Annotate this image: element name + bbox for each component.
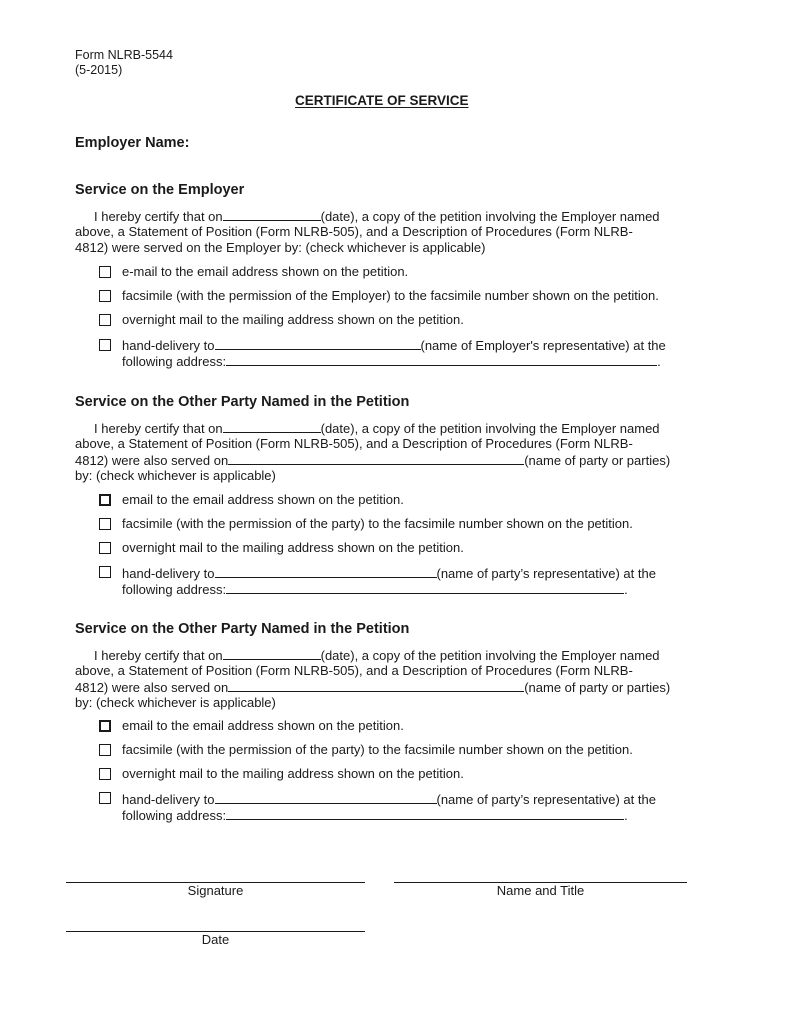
served-on-label-cont: (name of party or parties) [524,453,671,468]
certify-line-3: 4812) were served on the Employer by: (check whichever is applicable) [75,240,486,255]
email-checkbox[interactable] [99,720,111,732]
party-name-blank-field[interactable] [228,679,524,692]
certify-text: I hereby certify that on [94,209,223,224]
address-blank-field[interactable] [226,807,624,820]
date-blank-field[interactable] [223,208,321,221]
period: . [657,354,661,369]
representative-name-blank[interactable] [215,565,437,578]
name-title-label: Name and Title [496,883,585,898]
fax-checkbox[interactable] [99,744,111,756]
address-label: following address: [122,354,227,369]
hand-delivery-checkbox[interactable] [99,339,111,351]
address-line [122,353,661,369]
fax-checkbox[interactable] [99,518,111,530]
period: . [624,808,628,823]
certify-text-cont: (date), a copy of the petition involving the Employer named [320,209,660,224]
date-blank-field[interactable] [223,420,321,433]
address-label: following address: [122,582,227,597]
form-revision: (5-2015) [75,63,123,77]
hand-delivery-label: hand-delivery to [122,792,215,807]
section-heading-other-party-1: Service on the Other Party Named in the Petition [75,394,410,410]
section-heading-other-party-2: Service on the Other Party Named in the Petition [75,621,410,637]
address-line [122,807,628,823]
address-label: following address: [122,808,227,823]
date-label: Date [201,932,230,947]
representative-name-blank[interactable] [215,337,421,350]
email-option-label: email to the email address shown on the petition. [122,492,404,507]
overnight-mail-option-label: overnight mail to the mailing address shown on the petition. [122,766,464,781]
employer-name-label: Employer Name: [75,135,190,151]
overnight-mail-option-label: overnight mail to the mailing address shown on the petition. [122,312,464,327]
email-checkbox[interactable] [99,266,111,278]
hand-delivery-label: hand-delivery to [122,566,215,581]
overnight-mail-checkbox[interactable] [99,314,111,326]
hand-delivery-line [122,565,656,581]
hand-delivery-label-cont: (name of party’s representative) at the [436,566,656,581]
hand-delivery-checkbox[interactable] [99,792,111,804]
overnight-mail-checkbox[interactable] [99,542,111,554]
hand-delivery-checkbox[interactable] [99,566,111,578]
certify-line-2: above, a Statement of Position (Form NLRB-505), and a Description of Procedures (Form NLRB- [75,663,633,678]
date-blank-field[interactable] [223,647,321,660]
certify-text-cont: (date), a copy of the petition involving the Employer named [320,421,660,436]
period: . [624,582,628,597]
hand-delivery-line [122,791,656,807]
fax-option-label: facsimile (with the permission of the party) to the facsimile number shown on the petition. [122,516,633,531]
section-heading-employer: Service on the Employer [75,182,245,198]
certify-line-3 [75,452,670,469]
address-blank-field[interactable] [226,581,624,594]
certify-text: I hereby certify that on [94,648,223,663]
certify-text: I hereby certify that on [94,421,223,436]
served-on-label: 4812) were also served on [75,453,229,468]
address-line [122,581,628,597]
served-on-label: 4812) were also served on [75,680,229,695]
fax-checkbox[interactable] [99,290,111,302]
certify-text-cont: (date), a copy of the petition involving the Employer named [320,648,660,663]
address-blank-field[interactable] [226,353,657,366]
certify-line-1 [94,420,660,437]
hand-delivery-label-cont: (name of party’s representative) at the [436,792,656,807]
email-checkbox[interactable] [99,494,111,506]
page-title [295,93,469,108]
page-title-text: CERTIFICATE OF SERVICE [295,93,469,108]
overnight-mail-checkbox[interactable] [99,768,111,780]
representative-name-blank[interactable] [215,791,437,804]
hand-delivery-label: hand-delivery to [122,338,215,353]
party-name-blank-field[interactable] [228,452,524,465]
hand-delivery-label-cont: (name of Employer's representative) at the [420,338,666,353]
certify-line-3 [75,679,670,696]
certify-line-4: by: (check whichever is applicable) [75,468,276,483]
form-number: Form NLRB-5544 [75,48,173,62]
fax-option-label: facsimile (with the permission of the party) to the facsimile number shown on the petition. [122,742,633,757]
overnight-mail-option-label: overnight mail to the mailing address shown on the petition. [122,540,464,555]
signature-label: Signature [187,883,244,898]
certify-line-4: by: (check whichever is applicable) [75,695,276,710]
certify-line-2: above, a Statement of Position (Form NLRB-505), and a Description of Procedures (Form NLRB- [75,224,633,239]
served-on-label-cont: (name of party or parties) [524,680,671,695]
email-option-label: e-mail to the email address shown on the petition. [122,264,409,279]
fax-option-label: facsimile (with the permission of the Employer) to the facsimile number shown on the petition. [122,288,659,303]
certify-line-2: above, a Statement of Position (Form NLRB-505), and a Description of Procedures (Form NLRB- [75,436,633,451]
certify-line-1 [94,208,660,225]
email-option-label: email to the email address shown on the petition. [122,718,404,733]
certify-line-1 [94,647,660,664]
hand-delivery-line [122,337,666,353]
